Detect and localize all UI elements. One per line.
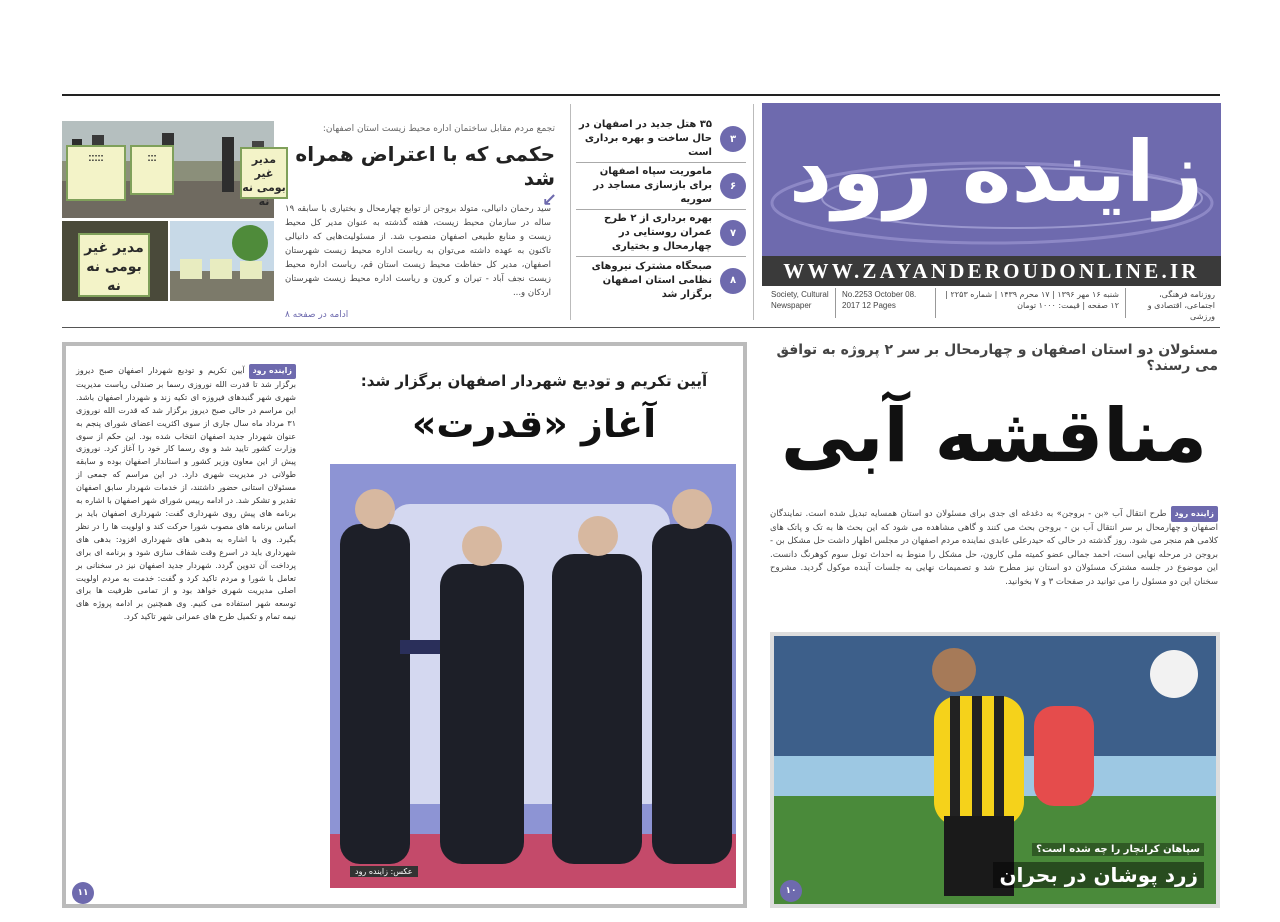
protest-sign: مدیر غیر بومی نه نه [78, 233, 150, 297]
protest-sign: ⁚⁚⁚⁚⁚ [66, 145, 126, 201]
mayor-story-kicker: آیین تکریم و تودیع شهردار اصفهان برگزار شد: [360, 372, 708, 390]
lead-kicker: مسئولان دو استان اصفهان و چهارمحال بر سر ۲ پروژه به توافق می رسند؟ [776, 342, 1218, 374]
masthead[interactable] [762, 103, 1221, 286]
article-body: سید رحمان دانیالی، متولد بروجن از توابع چهارمحال و بختیاری با سابقه ۱۹ ساله در سازمان محیط زیست، هفته گذشته به عنوان مدیر کل محیط زیست و منابع طبیعی اصفهان منصوب شد. از مسئولیت‌هایی که دانیالی تاکنون به عهده داشته می‌توان به ریاست اداره محیط زیست شهرستان اصفهان، مدیر کل حفاظت محیط زیست استان قم، ریاست اداره محیط زیست نجف آباد - تیران و کرون و ریاست اداره محیط زیست شهرستان اردکان و... [285, 204, 551, 298]
column-divider [753, 104, 754, 320]
index-item[interactable] [576, 116, 746, 163]
source-tag: زاینده رود [249, 364, 296, 379]
publisher-type: روزنامه فرهنگی، اجتماعی، اقتصادی و ورزشی [1125, 288, 1221, 318]
index-item-text: ۳۵ هتل جدید در اصفهان در حال ساخت و بهره برداری است [578, 119, 712, 158]
newspaper-type-en: Society, Cultural Newspaper [771, 290, 829, 310]
index-item-text: صبحگاه مشترک نیروهای نظامی استان اصفهان برگزار شد [591, 260, 712, 300]
website-url[interactable]: WWW.ZAYANDEROUDONLINE.IR [762, 256, 1221, 286]
index-item-text: ماموریت سپاه اصفهان برای بازسازی مساجد در سوریه [593, 166, 712, 205]
arrow-icon: ↙ [541, 190, 557, 211]
index-item[interactable] [576, 257, 746, 304]
crowd-graphic [170, 221, 274, 301]
top-rule [62, 94, 1220, 96]
newspaper-logo: زاینده رود [788, 123, 1203, 221]
issue-info-bar [762, 288, 1221, 321]
protest-article[interactable] [285, 124, 555, 320]
protest-sign: ⁚⁚⁚ [130, 145, 174, 195]
lead-body [770, 506, 1218, 589]
protest-sign: مدیر غیر بومی نه نه [240, 147, 288, 199]
ceremony-photo [330, 464, 736, 888]
article-kicker: تجمع مردم مقابل ساختمان اداره محیط زیست استان اصفهان: [322, 124, 555, 134]
page-number-badge: ۶ [720, 173, 746, 199]
page-number-badge[interactable]: ۱۰ [780, 880, 802, 902]
article-headline[interactable]: حکمی که با اعتراض همراه شد [295, 142, 555, 190]
mayor-story-headline[interactable]: آغاز «قدرت» [411, 402, 657, 446]
protest-photo-bottom-right [170, 221, 274, 301]
lead-body-text: طرح انتقال آب «بن - بروجن» به دغدغه ای جدی برای مسئولان دو استان همسایه تبدیل شده است. نمایندگان اصفهان و چهارمحال بر سر انتقال آب بن - بروجن بحث می کنند و گاهی مشاهده می شود که این بحث ها به تک و پاتک های کلامی هم منجر می شود. روز گذشته در حالی که حیدرعلی عابدی نماینده مردم اصفهان در مجلس اظهار داشت حل مشکل بن - بروجن در مرحله نهایی است، احمد جمالی عضو کمیته ملی کارون، حل مشکل را منوط به احداث تونل سوم کوهرنگ دانست. این موضوع در جلسه مشترک مسئولان دو استان نیز مطرح شد و تصمیمات نهایی به جلسات آینده موکول گردید. مشروح سخنان این دو مسئول را می توانید در صفحات ۳ و ۷ بخوانید. [770, 509, 1218, 587]
page-number-badge[interactable]: ۱۱ [72, 882, 94, 904]
column-divider [570, 104, 571, 320]
sport-headline[interactable]: زرد پوشان در بحران [993, 862, 1204, 888]
index-item[interactable] [576, 163, 746, 210]
protest-photo-bottom-left [62, 221, 168, 301]
lead-headline[interactable]: مناقشه آبی [780, 393, 1208, 479]
sport-kicker: سپاهان کرانچار را چه شده است؟ [1032, 843, 1204, 856]
mayor-story-text: آیین تکریم و تودیع شهردار اصفهان صبح دیروز برگزار شد تا قدرت الله نوروزی رسما بر صندلی ریاست مدیریت شهری شهر گنبدهای فیروزه ای تکیه زند و شهردار اصفهان باشد. این مراسم در حالی صبح دیروز برگزار شد که قدرت الله نوروزی ۳۱ مرداد ماه سال جاری از سوی اکثریت اعضای شورای پنجم به عنوان شهردار جدید اصفهان انتخاب شده بود. این حکم از سوی وزارت کشور تایید شد و وی رسما کار خود را آغاز کرد. نوروزی پیش از این معاون وزیر کشور و استاندار اصفهان بوده و سابقه طولانی در مدیریت شهری دارد. در این مراسم که جمعی از مسئولان استانی حضور داشتند، از خدمات شهردار سابق اصفهان تقدیر و تشکر شد. در ادامه رییس شورای شهر اصفهان با اشاره به برنامه های پیش روی شهرداری گفت: شهرداری اصفهان باید بر اساس برنامه های مصوب شورا حرکت کند و اولویت ها را در نظر بگیرد. وی با اشاره به بدهی های شهرداری افزود: بدهی های شهرداری باید در اسرع وقت شفاف سازی شود و برنامه ای برای پرداخت آن تدوین گردد. شهردار جدید اصفهان نیز در سخنانی بر تعامل با شورا و مردم تاکید کرد و گفت: خدمت به مردم اولویت اصلی مدیریت شهری خواهد بود و از تمامی ظرفیت ها برای توسعه شهر استفاده می کنیم. وی همچنین بر ادامه پروژه های نیمه تمام و تکمیل طرح های عمرانی شهر تاکید کرد. [76, 366, 296, 622]
photo-caption: عکس: زاینده رود [350, 866, 418, 877]
page-number-badge: ۳ [720, 126, 746, 152]
page-number-badge: ۸ [720, 268, 746, 294]
ceremony-graphic [330, 464, 736, 888]
protest-photo-top [62, 121, 286, 218]
index-item-text: بهره برداری از ۲ طرح عمران روستایی در چهارمحال و بختیاری [603, 213, 712, 252]
front-page-index [576, 116, 746, 304]
source-tag: زاینده رود [1171, 506, 1218, 522]
mid-rule [62, 327, 1220, 328]
football-photo[interactable] [770, 632, 1220, 908]
lead-story[interactable] [770, 342, 1218, 589]
page-number-badge: ۷ [720, 220, 746, 246]
mayor-story-box[interactable] [62, 342, 747, 908]
index-item[interactable] [576, 210, 746, 257]
issue-details: شنبه ۱۶ مهر ۱۳۹۶ | ۱۷ محرم ۱۴۳۹ | شماره ۲۲۵۳ | ۱۲ صفحه | قیمت: ۱۰۰۰ تومان [935, 288, 1125, 318]
issue-details-en: No.2253 October 08. 2017 12 Pages [835, 288, 935, 318]
mayor-story-body [76, 364, 296, 624]
continue-link[interactable]: ادامه در صفحه ۸ [285, 310, 349, 320]
